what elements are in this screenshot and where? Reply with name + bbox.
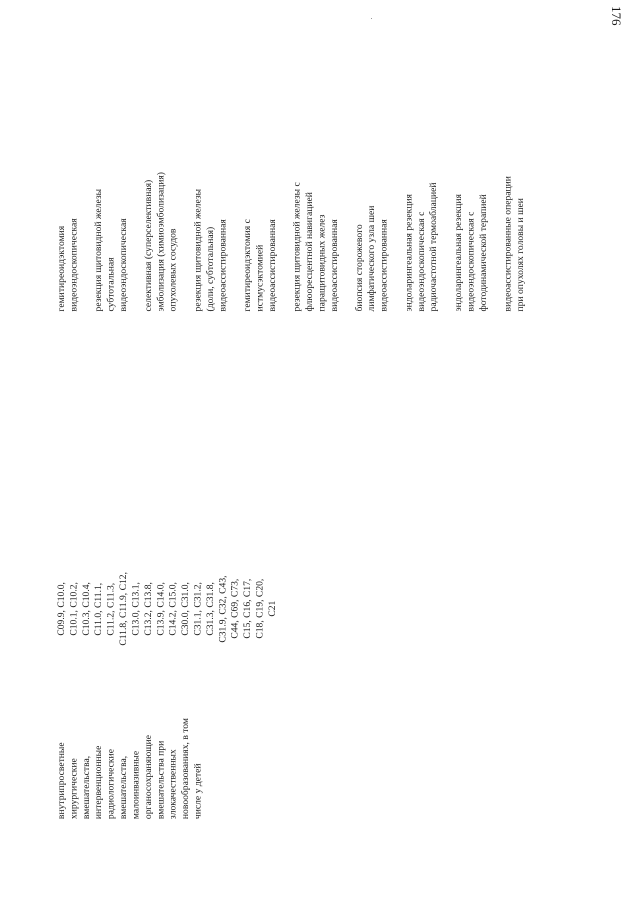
text-line: C30.0, C31.0, (180, 582, 192, 636)
blank-line (341, 172, 353, 311)
text-line: резекция щитовидной железы с (291, 182, 303, 312)
blank-line (130, 172, 142, 311)
text-line: эндоларингеальная резекция (453, 194, 464, 312)
blank-line (180, 172, 192, 311)
text-line: видеоассистированная (328, 219, 340, 312)
scan-speck (371, 18, 372, 19)
text-line: C31.9, C32, C43, (217, 575, 229, 643)
blank-line (279, 172, 291, 311)
text-line: C14.2, C15.0, (167, 582, 179, 636)
blank-line (81, 172, 93, 311)
text-line: C11.2, C11.3, (105, 582, 117, 636)
text-line: C21 (266, 600, 278, 617)
text-line: лимфатического узла шеи (366, 205, 378, 312)
text-line: видеоассистированная (378, 219, 390, 312)
text-line: хирургические (68, 758, 80, 820)
text-line: внутрипросветные (56, 742, 67, 820)
text-line: видеоэндоскопическая с (465, 211, 477, 312)
column-icd-codes (56, 572, 279, 646)
text-line: видеоэндоскопическая (118, 218, 130, 312)
text-line: C44, C69, C73, (229, 578, 241, 639)
text-line: резекция щитовидной железы (192, 188, 204, 312)
text-line: эмболизация (химиоэмболизация) (155, 172, 167, 312)
text-line: видеоэндоскопическая (68, 218, 80, 312)
text-line: новообразованиях, в том (180, 718, 192, 820)
blank-line (230, 172, 242, 311)
column-procedures (56, 172, 527, 311)
text-line: субтотальная (105, 257, 117, 312)
text-line: C31.1, C31.2, (192, 582, 204, 636)
text-line: C31.3, C31.8, (204, 582, 216, 636)
text-line: вмешательства при (155, 740, 167, 820)
text-line: C13.9, C14.0, (155, 582, 167, 636)
text-line: C09.9, C10.0, (56, 582, 67, 636)
text-line: C15, C16, C17, (242, 578, 254, 639)
text-line: C11.0, C11.1, (93, 582, 105, 636)
blank-line (490, 172, 502, 311)
text-line: C11.8, C11.9, C12, (118, 572, 130, 646)
text-line: видеоассистированная (217, 219, 229, 312)
text-line: резекция щитовидной железы (93, 188, 105, 312)
text-line: радиологические (105, 749, 117, 820)
text-line: вмешательства, (80, 755, 92, 820)
page-number: 176 (609, 6, 624, 26)
text-line: C18, C19, C20, (254, 578, 266, 639)
text-line: опухолевых сосудов (167, 228, 179, 312)
text-line: радиочастотной термоаблацией (428, 182, 440, 312)
blank-line (391, 172, 403, 311)
column-intervention-types (56, 718, 205, 819)
text-line: фотодинамической терапией (477, 194, 489, 312)
text-line: вмешательства, (118, 755, 130, 820)
text-line: гемитиреоидэктомия (56, 225, 67, 312)
text-line: эндоларингеальная резекция (403, 194, 415, 312)
text-line: селективная (суперселективная) (142, 179, 154, 312)
text-line: C13.0, C13.1, (130, 582, 142, 636)
text-line: паращитовидных желез (316, 214, 328, 312)
text-line: видеоэндоскопическая с (415, 211, 427, 312)
text-line: малоинвазивные (130, 750, 142, 820)
text-line: C10.3, C10.4, (80, 582, 92, 636)
text-line: истмусэктомией (254, 244, 266, 312)
text-line: злокачественных (167, 749, 179, 820)
text-line: C10.1, C10.2, (68, 582, 80, 636)
text-line: C13.2, C13.8, (142, 582, 154, 636)
text-line: биопсия сторожевого (353, 224, 365, 312)
text-line: органосохраняющие (142, 734, 154, 820)
text-line: видеоассистированные операции (502, 176, 514, 312)
text-line: при опухолях головы и шеи (515, 198, 527, 312)
text-line: (доли, субтотальная) (204, 226, 216, 312)
text-line: гемитиреоидэктомия с (242, 219, 254, 312)
text-line: числе у детей (192, 763, 204, 820)
text-line: видеоассистированная (266, 219, 278, 312)
text-line: интервенционные (93, 745, 105, 820)
text-line: флюоресцентной навигацией (304, 192, 316, 312)
blank-line (441, 172, 453, 311)
